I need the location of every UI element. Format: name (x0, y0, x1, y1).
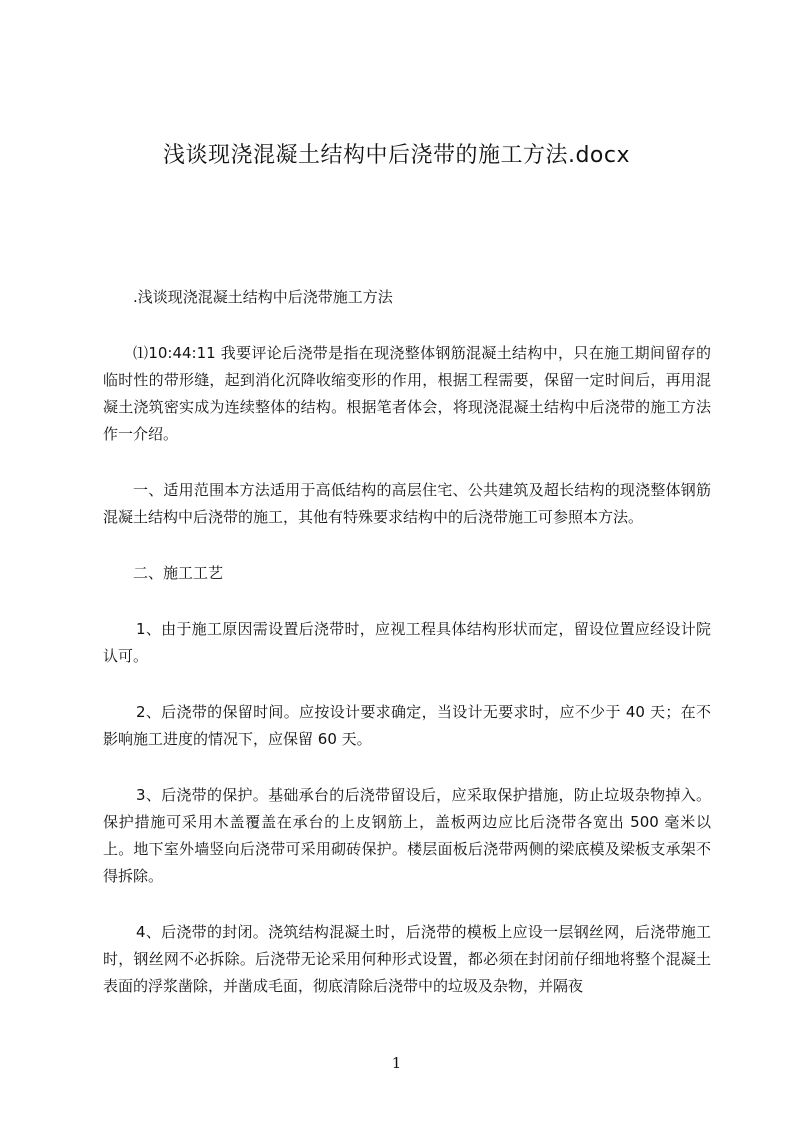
paragraph-item-1: 1、由于施工原因需设置后浇带时，应视工程具体结构形状而定，留设位置应经设计院认可。 (103, 620, 711, 665)
document-title: 浅谈现浇混凝土结构中后浇带的施工方法.docx (162, 143, 631, 168)
paragraph-intro: ⑴10:44:11 我要评论后浇带是指在现浇整体钢筋混凝土结构中，只在施工期间留存的临时性的带形缝，起到消化沉降收缩变形的作用，根据工程需要，保留一定时间后，再用混凝土浇筑密实成为连续整体的结构。根据笔者体会，将现浇混凝土结构中后浇带的施工方法作一介绍。 (103, 344, 711, 443)
paragraph-item-4: 4、后浇带的封闭。浇筑结构混凝土时，后浇带的模板上应设一层钢丝网，后浇带施工时，钢丝网不必拆除。后浇带无论采用何种形式设置，都必须在封闭前仔细地将整个混凝土表面的浮浆凿除，并凿成毛面，彻底清除后浇带中的垃圾及杂物，并隔夜 (103, 923, 711, 995)
paragraph-item-2: 2、后浇带的保留时间。应按设计要求确定，当设计无要求时，应不少于 40 天；在不影响施工进度的情况下，应保留 60 天。 (103, 703, 711, 748)
paragraph-item-3: 3、后浇带的保护。基础承台的后浇带留设后，应采取保护措施，防止垃圾杂物掉入。保护措施可采用木盖覆盖在承台的上皮钢筋上，盖板两边应比后浇带各宽出 500 毫米以上。地下室外墙竖向后浇带可采用砌砖保护。楼层面板后浇带两侧的梁底模及梁板支承架不得拆除。 (103, 786, 711, 885)
document-body (103, 284, 711, 1029)
page-number: 1 (391, 1054, 402, 1072)
section-heading-construction-process: 二、施工工艺 (133, 564, 224, 582)
paragraph-scope: 一、适用范围本方法适用于高低结构的高层住宅、公共建筑及超长结构的现浇整体钢筋混凝土结构中后浇带的施工，其他有特殊要求结构中的后浇带施工可参照本方法。 (103, 481, 711, 526)
paragraph-subtitle: .浅谈现浇混凝土结构中后浇带施工方法 (133, 288, 393, 306)
